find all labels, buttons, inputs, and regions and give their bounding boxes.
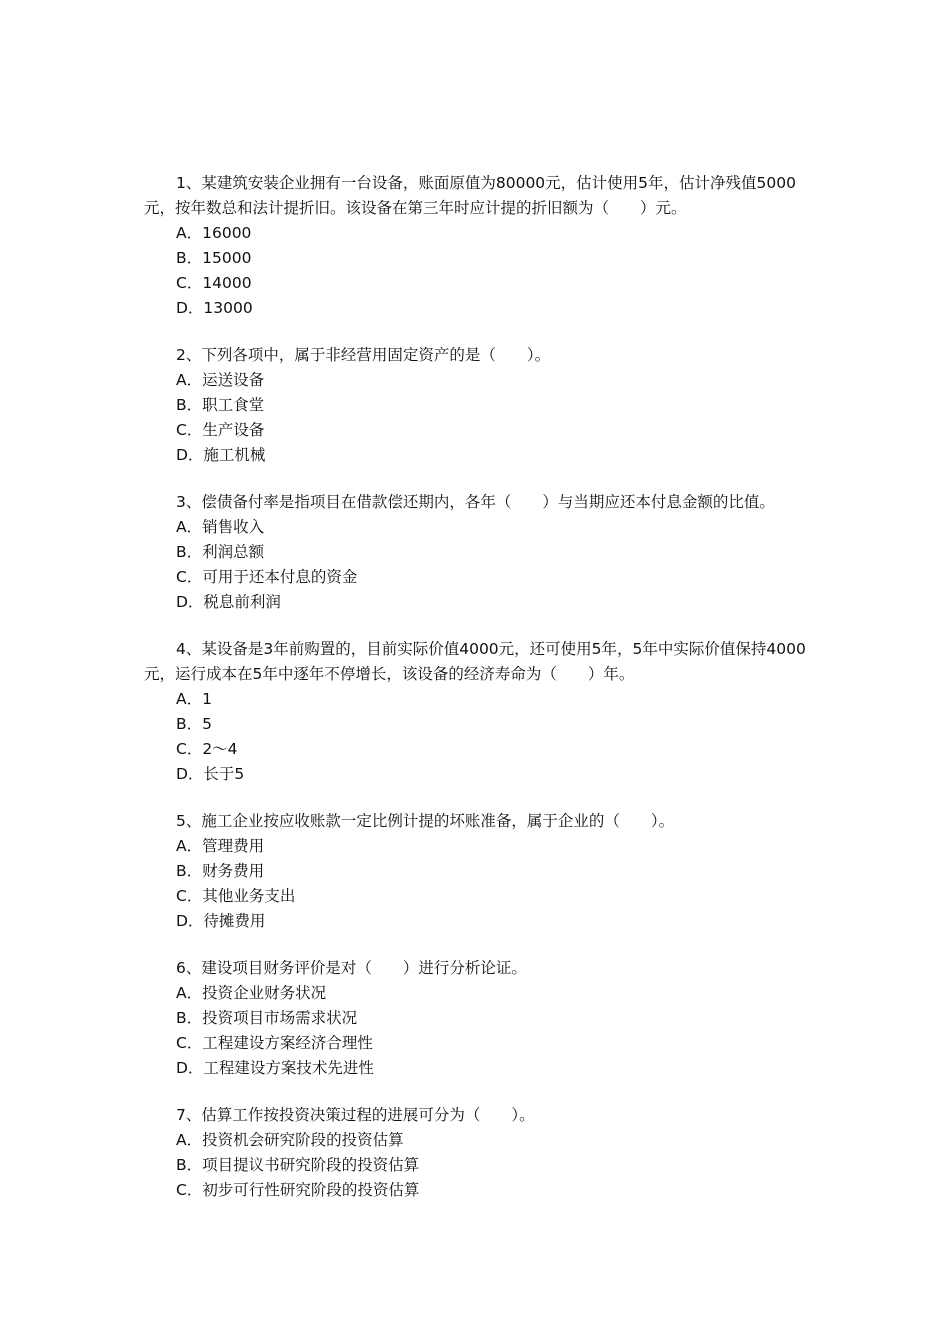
question-6: [144, 956, 810, 1081]
option-c: C．其他业务支出: [176, 887, 296, 905]
option-b: B．财务费用: [176, 862, 265, 880]
question-stem: 3、偿债备付率是指项目在借款偿还期内，各年（ ）与当期应还本付息金额的比值。: [176, 493, 775, 511]
option-d: D．13000: [176, 299, 253, 317]
option-c: C．可用于还本付息的资金: [176, 568, 358, 586]
option-a: A．管理费用: [176, 837, 265, 855]
option-c: C．14000: [176, 274, 252, 292]
option-d: D．税息前利润: [176, 593, 281, 611]
question-stem: 4、某设备是3年前购置的，目前实际价值4000元，还可使用5年，5年中实际价值保持4000元，运行成本在5年中逐年不停增长，该设备的经济寿命为（ ）年。: [144, 640, 806, 683]
option-a: A．投资机会研究阶段的投资估算: [176, 1131, 404, 1149]
option-c: C．工程建设方案经济合理性: [176, 1034, 373, 1052]
question-list: [144, 171, 810, 1225]
question-1: [144, 171, 810, 321]
option-c: C．2～4: [176, 740, 238, 758]
option-d: D．长于5: [176, 765, 245, 783]
question-3: [144, 490, 810, 615]
question-7: [144, 1103, 810, 1203]
option-b: B．5: [176, 715, 212, 733]
option-a: A．运送设备: [176, 371, 265, 389]
option-a: A．投资企业财务状况: [176, 984, 327, 1002]
option-d: D．工程建设方案技术先进性: [176, 1059, 374, 1077]
question-4: [144, 637, 810, 787]
option-d: D．待摊费用: [176, 912, 266, 930]
question-5: [144, 809, 810, 934]
option-a: A．16000: [176, 224, 252, 242]
option-b: B．利润总额: [176, 543, 265, 561]
option-b: B．投资项目市场需求状况: [176, 1009, 358, 1027]
option-c: C．初步可行性研究阶段的投资估算: [176, 1181, 420, 1199]
option-a: A．1: [176, 690, 212, 708]
question-2: [144, 343, 810, 468]
question-stem: 2、下列各项中，属于非经营用固定资产的是（ ）。: [176, 346, 551, 364]
question-stem: 1、某建筑安装企业拥有一台设备，账面原值为80000元，估计使用5年，估计净残值5000元，按年数总和法计提折旧。该设备在第三年时应计提的折旧额为（ ）元。: [144, 174, 796, 217]
option-b: B．项目提议书研究阶段的投资估算: [176, 1156, 420, 1174]
question-stem: 5、施工企业按应收账款一定比例计提的坏账准备，属于企业的（ ）。: [176, 812, 675, 830]
option-a: A．销售收入: [176, 518, 265, 536]
option-b: B．职工食堂: [176, 396, 265, 414]
question-stem: 6、建设项目财务评价是对（ ）进行分析论证。: [176, 959, 527, 977]
option-c: C．生产设备: [176, 421, 265, 439]
question-stem: 7、估算工作按投资决策过程的进展可分为（ ）。: [176, 1106, 535, 1124]
option-d: D．施工机械: [176, 446, 266, 464]
option-b: B．15000: [176, 249, 252, 267]
